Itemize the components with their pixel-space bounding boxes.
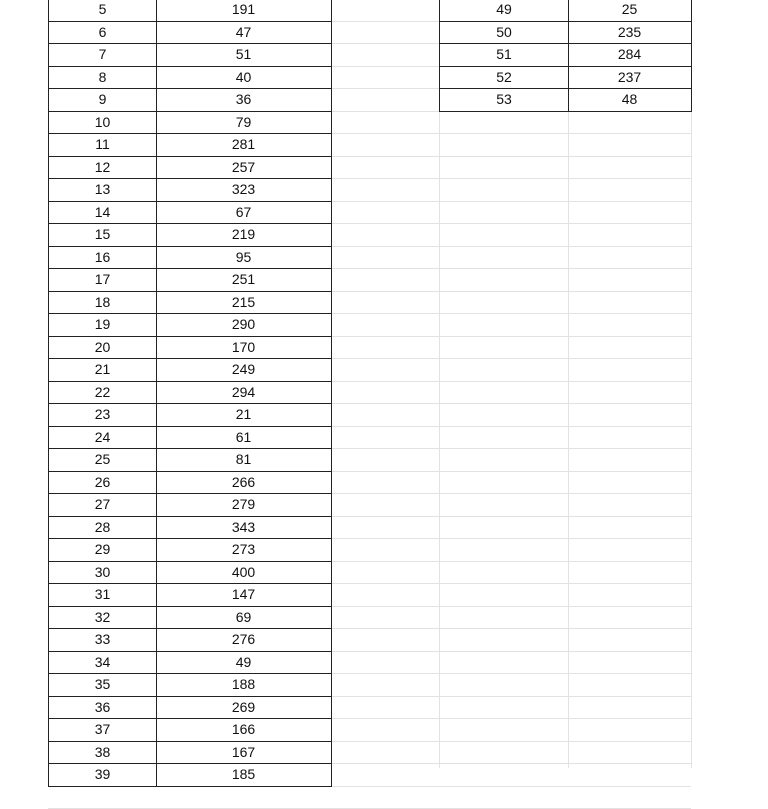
left-table-cell[interactable]: 15	[48, 223, 157, 247]
left-table-cell[interactable]: 28	[48, 516, 157, 539]
left-table-cell[interactable]: 61	[156, 426, 332, 449]
left-table-cell[interactable]: 10	[48, 111, 157, 134]
left-table-cell[interactable]: 343	[156, 516, 332, 539]
grid-line	[568, 0, 569, 768]
left-table-cell[interactable]: 266	[156, 471, 332, 494]
left-table-cell[interactable]: 35	[48, 673, 157, 697]
left-table-cell[interactable]: 17	[48, 268, 157, 292]
left-table-cell[interactable]: 40	[156, 66, 332, 89]
left-table-cell[interactable]: 32	[48, 606, 157, 629]
left-table-cell[interactable]: 12	[48, 156, 157, 179]
left-table-cell[interactable]: 166	[156, 718, 332, 742]
right-table-cell[interactable]: 50	[439, 21, 569, 44]
left-table-cell[interactable]: 14	[48, 201, 157, 224]
right-table-cell[interactable]: 25	[568, 0, 692, 22]
right-table-cell[interactable]: 235	[568, 21, 692, 44]
left-table-cell[interactable]: 22	[48, 381, 157, 404]
left-table-cell[interactable]: 25	[48, 448, 157, 472]
left-table-cell[interactable]: 27	[48, 493, 157, 517]
right-table-cell[interactable]: 48	[568, 88, 692, 112]
left-table-cell[interactable]: 39	[48, 763, 157, 787]
left-table-cell[interactable]: 191	[156, 0, 332, 22]
left-table-cell[interactable]: 81	[156, 448, 332, 472]
left-table-cell[interactable]: 273	[156, 538, 332, 562]
left-table-cell[interactable]: 33	[48, 628, 157, 652]
left-table-cell[interactable]: 13	[48, 178, 157, 202]
left-table-cell[interactable]: 170	[156, 336, 332, 359]
left-table-cell[interactable]: 188	[156, 673, 332, 697]
left-table-cell[interactable]: 31	[48, 583, 157, 607]
left-table-cell[interactable]: 323	[156, 178, 332, 202]
right-table-cell[interactable]: 51	[439, 43, 569, 67]
left-table-cell[interactable]: 16	[48, 246, 157, 269]
left-table-cell[interactable]: 26	[48, 471, 157, 494]
right-table-cell[interactable]: 49	[439, 0, 569, 22]
left-table-cell[interactable]: 215	[156, 291, 332, 314]
left-table-cell[interactable]: 47	[156, 21, 332, 44]
left-table-cell[interactable]: 49	[156, 651, 332, 674]
right-table-cell[interactable]: 284	[568, 43, 692, 67]
left-table-cell[interactable]: 7	[48, 43, 157, 67]
left-table-cell[interactable]: 9	[48, 88, 157, 112]
right-table-cell[interactable]: 237	[568, 66, 692, 89]
left-table-cell[interactable]: 11	[48, 133, 157, 157]
left-table-cell[interactable]: 400	[156, 561, 332, 584]
left-table-cell[interactable]: 23	[48, 403, 157, 427]
grid-line	[691, 0, 692, 768]
left-table-cell[interactable]: 6	[48, 21, 157, 44]
left-table-cell[interactable]: 257	[156, 156, 332, 179]
left-table-cell[interactable]: 21	[156, 403, 332, 427]
left-table-cell[interactable]: 36	[48, 696, 157, 719]
left-table-cell[interactable]: 276	[156, 628, 332, 652]
left-table-cell[interactable]: 5	[48, 0, 157, 22]
left-table-cell[interactable]: 251	[156, 268, 332, 292]
right-table-cell[interactable]: 53	[439, 88, 569, 112]
left-table-cell[interactable]: 19	[48, 313, 157, 337]
left-table-cell[interactable]: 36	[156, 88, 332, 112]
left-table-cell[interactable]: 30	[48, 561, 157, 584]
left-table-cell[interactable]: 219	[156, 223, 332, 247]
left-table-cell[interactable]: 167	[156, 741, 332, 764]
left-table-cell[interactable]: 185	[156, 763, 332, 787]
left-table-cell[interactable]: 69	[156, 606, 332, 629]
left-table-cell[interactable]: 281	[156, 133, 332, 157]
left-table-cell[interactable]: 24	[48, 426, 157, 449]
left-table-cell[interactable]: 38	[48, 741, 157, 764]
left-table-cell[interactable]: 34	[48, 651, 157, 674]
left-table-cell[interactable]: 249	[156, 358, 332, 382]
left-table-cell[interactable]: 67	[156, 201, 332, 224]
left-table-cell[interactable]: 79	[156, 111, 332, 134]
right-table-cell[interactable]: 52	[439, 66, 569, 89]
left-table-cell[interactable]: 20	[48, 336, 157, 359]
left-table-cell[interactable]: 29	[48, 538, 157, 562]
left-table-cell[interactable]: 8	[48, 66, 157, 89]
left-table-cell[interactable]: 37	[48, 718, 157, 742]
left-table-cell[interactable]: 294	[156, 381, 332, 404]
left-table-cell[interactable]: 290	[156, 313, 332, 337]
left-table-cell[interactable]: 279	[156, 493, 332, 517]
left-table-cell[interactable]: 147	[156, 583, 332, 607]
grid-line	[439, 0, 440, 768]
left-table-cell[interactable]: 21	[48, 358, 157, 382]
left-table-cell[interactable]: 269	[156, 696, 332, 719]
left-table-cell[interactable]: 95	[156, 246, 332, 269]
left-table-cell[interactable]: 51	[156, 43, 332, 67]
left-table-cell[interactable]: 18	[48, 291, 157, 314]
